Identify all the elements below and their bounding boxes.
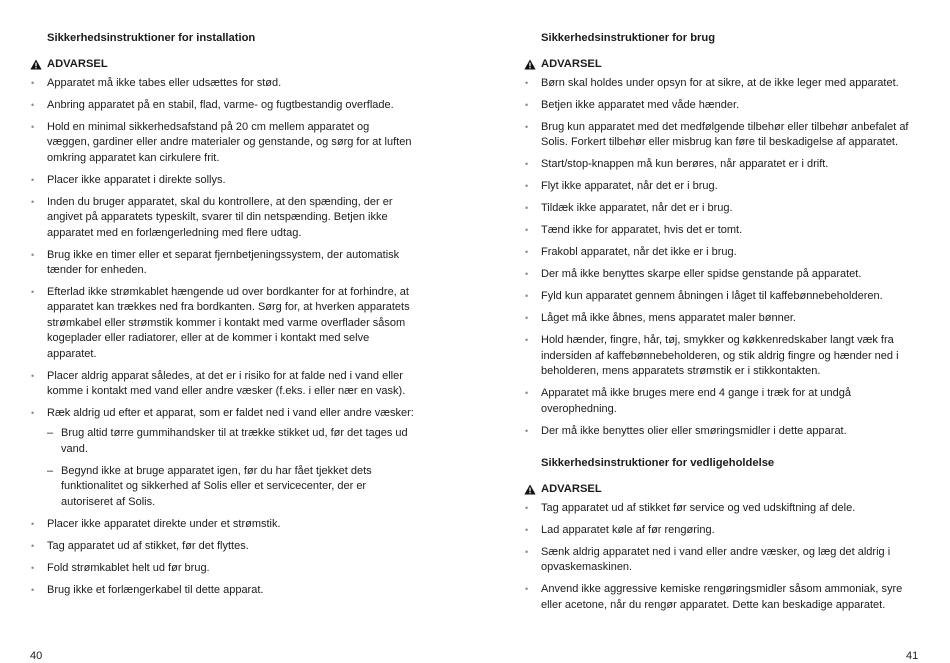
list-item: [524, 201, 909, 216]
warning-label: ADVARSEL: [541, 483, 602, 496]
bullet-icon: •: [525, 547, 529, 558]
list-item-text: Placer ikke apparatet i direkte sollys.: [47, 173, 226, 186]
list-item-text: Anvend ikke aggressive kemiske rengøringsmidler såsom ammoniak, syre eller acetone, når du rengør apparatet. Dette kan beskadige apparatet.: [541, 583, 903, 611]
list-item: [30, 369, 415, 400]
list-item: [30, 248, 415, 279]
list-item-text: Ræk aldrig ud efter et apparat, som er faldet ned i vand eller andre væsker:: [47, 407, 414, 420]
list-item: [30, 517, 415, 532]
list-item-text: Tag apparatet ud af stikket, før det flyttes.: [47, 539, 249, 552]
list-item: [524, 157, 909, 172]
usage-warning: [524, 56, 909, 72]
list-item-text: Efterlad ikke strømkablet hængende ud over bordkanter for at forhindre, at apparatet kan trækkes ned fra bordkanten. Sørg for, at hverken apparatets strømkabel eller strømstik kommer i kontakt med varme overflader såsom kogeplader eller radiatorer, eller at de kommer i kontakt med selve apparatet.: [47, 286, 410, 360]
bullet-icon: •: [31, 518, 35, 529]
list-item-text: Tag apparatet ud af stikket før service og ved udskiftning af dele.: [541, 502, 856, 515]
list-item: [524, 76, 909, 91]
bullet-icon: •: [525, 291, 529, 302]
bullet-icon: •: [31, 584, 35, 595]
bullet-icon: •: [525, 247, 529, 258]
bullet-icon: •: [525, 159, 529, 170]
list-item: [30, 561, 415, 576]
list-item: [524, 501, 909, 516]
maintenance-warning: [524, 481, 909, 497]
list-item-text: Tænd ikke for apparatet, hvis det er tomt.: [541, 224, 743, 237]
list-item-text: Tildæk ikke apparatet, når det er i brug.: [541, 202, 733, 215]
list-item-text: Fyld kun apparatet gennem åbningen i låget til kaffebønnebeholderen.: [541, 290, 883, 303]
bullet-icon: •: [525, 225, 529, 236]
list-item-text: Inden du bruger apparatet, skal du kontrollere, at den spænding, der er angivet på apparatets typeskilt, svarer til din netspænding. Betjen ikke apparatet med en forlængerledning med flere udtag.: [47, 195, 393, 239]
bullet-icon: •: [31, 122, 35, 132]
bullet-icon: •: [31, 100, 35, 110]
warning-triangle-icon: [524, 59, 536, 70]
page-number-right: 41: [906, 650, 919, 662]
list-item: [30, 539, 415, 554]
page-number-left: 40: [30, 650, 43, 662]
warning-label: ADVARSEL: [541, 58, 602, 70]
list-item: [30, 583, 415, 598]
list-item: [524, 267, 909, 282]
right-page: [524, 30, 909, 620]
list-item: [30, 173, 415, 188]
bullet-icon: •: [31, 408, 35, 419]
list-item-text: Flyt ikke apparatet, når det er i brug.: [541, 180, 718, 193]
list-item: [524, 120, 909, 151]
bullet-icon: •: [525, 78, 529, 88]
list-item: [524, 289, 909, 304]
list-item-text: Børn skal holdes under opsyn for at sikre, at de ikke leger med apparatet.: [541, 77, 899, 89]
bullet-icon: •: [31, 562, 35, 573]
installation-heading: Sikkerhedsinstruktioner for installation: [47, 32, 256, 44]
list-item-text: Betjen ikke apparatet med våde hænder.: [541, 99, 740, 111]
list-item: [524, 333, 909, 379]
list-item: [524, 424, 909, 439]
bullet-icon: •: [525, 313, 529, 324]
warning-triangle-icon: [30, 59, 42, 70]
warning-triangle-icon: [524, 484, 536, 495]
list-item: [524, 386, 909, 417]
list-item: [524, 223, 909, 238]
list-item: [524, 98, 909, 113]
bullet-icon: •: [525, 425, 529, 436]
list-item: [524, 545, 909, 576]
list-item: [30, 406, 415, 510]
bullet-icon: •: [525, 269, 529, 280]
list-item-text: Hold hænder, fingre, hår, tøj, smykker og køkkenredskaber langt væk fra indersiden af kaffebønnebeholderen, og stik aldrig fingre og hænder ned i beholderen, mens apparatets strømstik er i stikkontakten.: [541, 334, 899, 378]
bullet-icon: •: [525, 122, 529, 132]
list-item: [524, 523, 909, 538]
warning-label: ADVARSEL: [47, 58, 108, 70]
list-item-text: Brug ikke en timer eller et separat fjernbetjeningssystem, der automatisk tænder for enheden.: [47, 248, 400, 277]
list-item-text: Låget må ikke åbnes, mens apparatet maler bønner.: [541, 312, 796, 325]
list-item: [524, 311, 909, 326]
list-item-text: Sænk aldrig apparatet ned i vand eller andre væsker, og læg det aldrig i opvaskemaskinen.: [541, 546, 891, 574]
list-item: [524, 179, 909, 194]
bullet-icon: •: [31, 370, 35, 381]
list-item-text: Der må ikke benyttes skarpe eller spidse genstande på apparatet.: [541, 268, 862, 281]
list-item-text: Hold en minimal sikkerhedsafstand på 20 cm mellem apparatet og væggen, gardiner eller andre materialer og genstande, og sørg for at luften omkring apparatet kan cirkulere frit.: [47, 121, 412, 164]
sub-list-item-text: Begynd ikke at bruge apparatet igen, før du har fået tjekket dets funktionalitet og sikkerhed af Solis eller et servicecenter, der er autoriseret af Solis.: [61, 464, 372, 508]
bullet-icon: •: [31, 287, 35, 298]
bullet-icon: •: [525, 203, 529, 214]
usage-heading: Sikkerhedsinstruktioner for brug: [541, 32, 716, 44]
bullet-icon: •: [525, 503, 529, 514]
sub-list: [47, 426, 415, 510]
bullet-icon: •: [31, 174, 35, 185]
list-item-text: Frakobl apparatet, når det ikke er i brug.: [541, 246, 737, 259]
bullet-icon: •: [31, 196, 35, 207]
bullet-icon: •: [525, 181, 529, 192]
bullet-icon: •: [31, 78, 35, 88]
list-item-text: Fold strømkablet helt ud før brug.: [47, 561, 210, 574]
list-item: [30, 76, 415, 91]
list-item: [30, 195, 415, 241]
list-item-text: Brug ikke et forlængerkabel til dette apparat.: [47, 583, 264, 596]
list-item-text: Placer ikke apparatet direkte under et strømstik.: [47, 517, 281, 530]
list-item: [30, 120, 415, 166]
list-item-text: Brug kun apparatet med det medfølgende tilbehør eller tilbehør anbefalet af Solis. Forkert tilbehør eller misbrug kan føre til beskadigelse af apparatet.: [541, 121, 909, 149]
list-item-text: Der må ikke benyttes olier eller smøringsmidler i dette apparat.: [541, 424, 847, 437]
list-item: [524, 582, 909, 613]
installation-warning: [30, 56, 415, 72]
sub-list-item: [47, 426, 415, 457]
installation-list: [30, 76, 415, 598]
list-item-text: Start/stop-knappen må kun berøres, når apparatet er i drift.: [541, 158, 829, 171]
list-item-text: Placer aldrig apparat således, at det er i risiko for at falde ned i vand eller komme i kontakt med vand eller andre væsker (f.eks. i eller nær en vask).: [47, 369, 406, 398]
bullet-icon: •: [31, 249, 35, 260]
list-item: [30, 285, 415, 362]
bullet-icon: •: [525, 388, 529, 399]
bullet-icon: •: [525, 525, 529, 536]
list-item-text: Lad apparatet køle af før rengøring.: [541, 524, 715, 537]
usage-list: [524, 76, 909, 439]
list-item: [524, 245, 909, 260]
list-item-text: Apparatet må ikke bruges mere end 4 gange i træk for at undgå overophedning.: [541, 387, 852, 415]
left-page: [30, 30, 415, 605]
bullet-icon: •: [525, 100, 529, 110]
dash-icon: –: [47, 464, 54, 477]
maintenance-list: [524, 501, 909, 613]
list-item-text: Anbring apparatet på en stabil, flad, varme- og fugtbestandig overflade.: [47, 99, 394, 111]
bullet-icon: •: [525, 584, 529, 595]
dash-icon: –: [47, 427, 54, 440]
maintenance-heading: Sikkerhedsinstruktioner for vedligeholdelse: [541, 457, 775, 470]
bullet-icon: •: [31, 540, 35, 551]
list-item: [30, 98, 415, 113]
sub-list-item-text: Brug altid tørre gummihandsker til at trække stikket ud, før det tages ud vand.: [61, 427, 408, 455]
bullet-icon: •: [525, 335, 529, 346]
sub-list-item: [47, 464, 415, 510]
list-item-text: Apparatet må ikke tabes eller udsættes for stød.: [47, 77, 282, 89]
